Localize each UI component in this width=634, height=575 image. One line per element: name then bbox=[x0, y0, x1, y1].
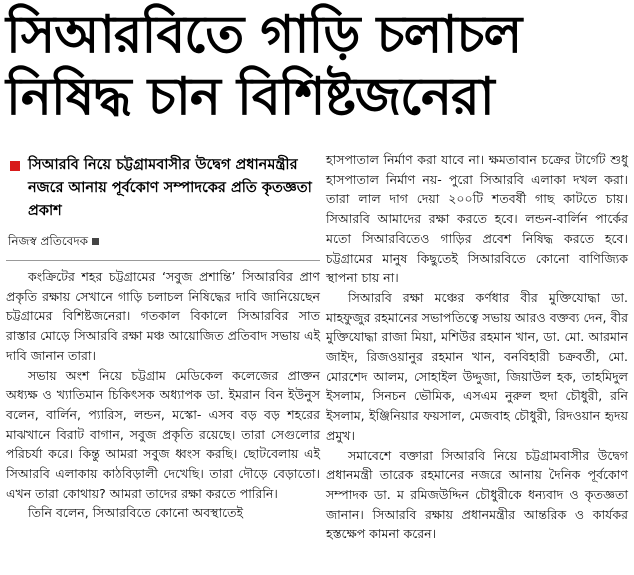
byline-square-icon bbox=[92, 238, 99, 245]
headline-line-1: সিআরবিতে গাড়ি চলাচল bbox=[6, 5, 522, 65]
right-column bbox=[326, 150, 628, 544]
divider bbox=[6, 260, 320, 261]
headline-line-2: নিষিদ্ধ চান বিশিষ্টজনেরা bbox=[6, 67, 494, 127]
left-paragraph-3: তিনি বলেন, সিআরবিতে কোনো অবস্থাতেই bbox=[28, 505, 243, 521]
headline bbox=[6, 4, 626, 128]
red-square-icon bbox=[10, 161, 20, 171]
subheading bbox=[6, 154, 320, 223]
right-paragraph-2: সিআরবি রক্ষা মঞ্চের কর্ণধার বীর মুক্তিযোদ্ধা ডা. মাহফুজুর রহমানের সভাপতিত্বে সভায় আরও বক্তব্য দেন, বীর মুক্তিযোদ্ধা রাজা মিয়া, মশিউর রহমান খান, ডা. মো. আরমান জাইদ, রিজওয়ানুর রহমান খান, বনবিহারী চক্রবর্তী, মো. মোরশেদ আলম, সোহাইল উদ্দুজা, জিয়াউল হক, তাহমিদুল ইসলাম, সিনচন ভৌমিক, এসএম নুরুল হুদা চৌধুরী, রনি ইসলাম, ইঞ্জিনিয়ার ফয়সাল, মেজবাহ চৌধুরী, রিদওয়ান হৃদয় প্রমুখ। bbox=[326, 289, 628, 443]
byline bbox=[8, 233, 320, 253]
left-paragraph-1: কংক্রিটের শহর চট্টগ্রামের ‘সবুজ প্রশান্তি’ সিআরবির প্রাণ প্রকৃতি রক্ষায় সেখানে গাড়ি চলাচল নিষিদ্ধের দাবি জানিয়েছেন চট্টগ্রামের বিশিষ্টজনেরা। গতকাল বিকালে সিআরবির সাত রাস্তার মোড়ে সিআরবি রক্ষা মঞ্চ আয়োজিত প্রতিবাদ সভায় এই দাবি জানান তারা। bbox=[6, 269, 320, 363]
subheading-text: সিআরবি নিয়ে চট্টগ্রামবাসীর উদ্বেগ প্রধানমন্ত্রীর নজরে আনায় পূর্বকোণ সম্পাদকের প্রতি কৃতজ্ঞতা প্রকাশ bbox=[28, 157, 312, 219]
left-column bbox=[6, 150, 320, 523]
byline-text: নিজস্ব প্রতিবেদক bbox=[8, 234, 89, 248]
right-paragraph-1: হাসপাতাল নির্মাণ করা যাবে না। ক্ষমতাবান চক্রের টার্গেট শুধু হাসপাতাল নির্মাণ নয়- পুরো সিআরবি এলাকা দখল করা। তারা লাল দাগ দেয়া ২০০টি শতবর্ষী গাছ কাটতে চায়। সিআরবি আমাদের রক্ষা করতে হবে। লন্ডন-বার্লিন পার্কের মতো সিআরবিতেও গাড়ির প্রবেশ নিষিদ্ধ করতে হবে। চট্টগ্রামের মানুষ কিছুতেই সিআরবিতে কোনো বাণিজ্যিক স্থাপনা চায় না। bbox=[326, 152, 628, 286]
right-paragraph-3: সমাবেশে বক্তারা সিআরবি নিয়ে চট্টগ্রামবাসীর উদ্বেগ প্রধানমন্ত্রী তারেক রহমানের নজরে আনায় দৈনিক পূর্বকোণ সম্পাদক ডা. ম রমিজউদ্দিন চৌধুরীকে ধন্যবাদ ও কৃতজ্ঞতা জানান। সিআরবি রক্ষায় প্রধানমন্ত্রীর আন্তরিক ও কার্যকর হস্তক্ষেপ কামনা করেন। bbox=[326, 447, 628, 542]
left-paragraph-2: সভায় অংশ নিয়ে চট্টগ্রাম মেডিকেল কলেজের প্রাক্তন অধ্যক্ষ ও খ্যাতিমান চিকিৎসক অধ্যাপক ডা. ইমরান বিন ইউনুস বলেন, বার্লিন, প্যারিস, লন্ডন, মস্কো- এসব বড় বড় শহরের মাঝখানে বিরাট বাগান, সবুজ প্রকৃতি রয়েছে। তারা সেগুলোর পরিচর্যা করে। কিন্তু আমরা সবুজ ধ্বংস করছি। ছোটবেলায় এই সিআরবি এলাকায় কাঠবিড়ালী দেখেছি। তারা দৌড়ে বেড়াতো। এখন তারা কোথায়? আমরা তাদের রক্ষা করতে পারিনি। bbox=[6, 367, 320, 501]
